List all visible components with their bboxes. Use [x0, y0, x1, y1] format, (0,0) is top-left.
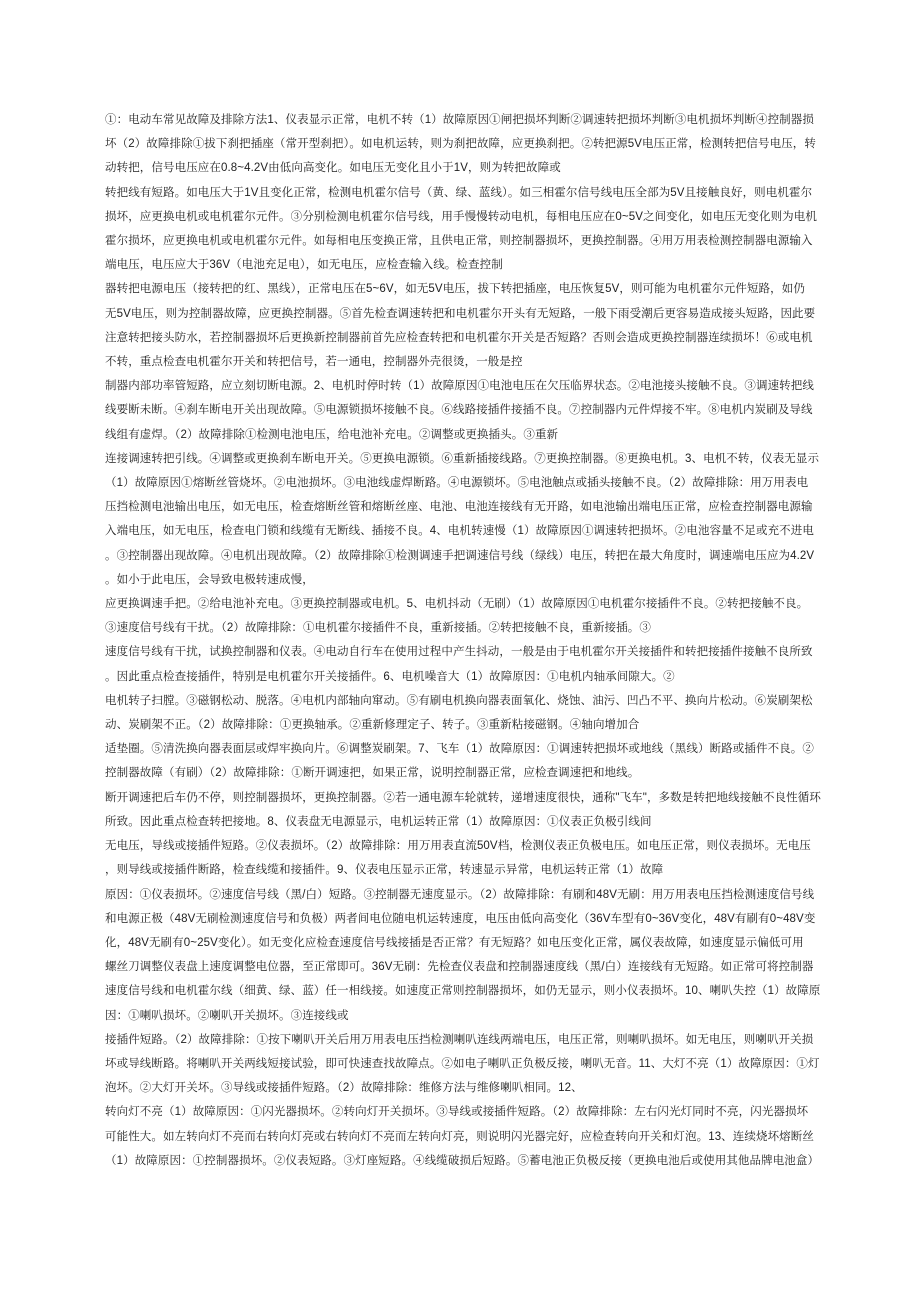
- text-line: 转向灯不亮（1）故障原因：①闪光器损坏。②转向灯开关损坏。③导线或接插件短路。（2）故障排除：左右闪光灯同时不亮，闪光器损坏: [105, 1106, 809, 1119]
- text-line: 无电压，导线或接插件短路。②仪表损坏。（2）故障排除：用万用表直流50V档，检测仪表正负极电压。如电压正常，则仪表损坏。无电压: [105, 840, 811, 853]
- text-line: 断开调速把后车仍不停，则控制器损坏，更换控制器。②若一通电源车轮就转，递增速度很快，通称"飞车"，多数是转把地线接触不良性循环: [105, 791, 821, 804]
- text-line: 电机转子扫膛。③磁钢松动、脱落。④电机内部轴向窜动。⑤有刷电机换向器表面氧化、烧蚀、油污、凹凸不平、换向片松动。⑥炭刷架松: [105, 694, 813, 707]
- text-line: 线组有虚焊。（2）故障排除①检测电池电压，给电池补充电。②调整或更换插头。③重新: [105, 428, 559, 441]
- text-line: 速度信号线有干扰，试换控制器和仪表。④电动自行车在使用过程中产生抖动，一般是由于电机霍尔开关接插件和转把接插件接触不良所致: [105, 646, 813, 659]
- text-line: 端电压，电压应大于36V（电池充足电），如无电压，应检查输入线。检查控制: [105, 259, 503, 272]
- text-line: 所致。因此重点检查转把接地。8、仪表盘无电源显示，电机运转正常（1）故障原因：①仪表正负极引线间: [105, 815, 652, 828]
- text-line: 。因此重点检查接插件，特别是电机霍尔开关接插件。6、电机噪音大（1）故障原因：①电机内轴承间隙大。②: [105, 670, 675, 683]
- text-line: 适垫圈。⑤清洗换向器表面层或焊牢换向片。⑥调整炭刷架。7、飞车（1）故障原因：①调速转把损坏或地线（黑线）断路或插件不良。②: [105, 743, 814, 756]
- text-line: 不转，重点检查电机霍尔开关和转把信号，若一通电，控制器外壳很烫，一般是控: [105, 356, 523, 369]
- text-line: 制器内部功率管短路，应立刻切断电源。2、电机时停时转（1）故障原因①电池电压在欠压临界状态。②电池接头接触不良。③调速转把线: [105, 380, 814, 393]
- text-line: 注意转把接头防水，若控制器损坏后更换新控制器前首先应检查转把和电机霍尔开关是否短路？否则会造成更换控制器连续损坏！⑥或电机: [105, 331, 813, 344]
- text-line: 动、炭刷架不正。（2）故障排除：①更换轴承。②重新修理定子、转子。③重新粘接磁钢。④轴向增加合: [105, 719, 640, 732]
- text-line: 转把线有短路。如电压大于1V且变化正常，检测电机霍尔信号（黄、绿、蓝线）。如三相霍尔信号线电压全部为5V且接触良好，则电机霍尔: [105, 186, 813, 199]
- text-line: 速度信号线和电机霍尔线（细黄、绿、蓝）任一相线接。如速度正常则控制器损坏，如仍无显示，则小仪表损坏。10、喇叭失控（1）故障原: [105, 985, 821, 998]
- text-line: 线要断未断。④刹车断电开关出现故障。⑤电源锁损坏接触不良。⑥线路接插件接插不良。⑦控制器内元件焊接不牢。⑧电机内炭刷及导线: [105, 404, 813, 417]
- text-line: 控制器故障（有刷）（2）故障排除：①断开调速把，如果正常，说明控制器正常，应检查调速把和地线。: [105, 767, 640, 780]
- text-line: 入端电压，如无电压，检查电门锁和线缆有无断线、插接不良。4、电机转速慢（1）故障原因①调速转把损坏。②电池容量不足或充不进电: [105, 525, 814, 538]
- text-line: 无5V电压，则为控制器故障，应更换控制器。⑤首先检查调速转把和电机霍尔开头有无短路，一般下雨受潮后更容易造成接头短路，因此要: [105, 307, 816, 320]
- text-line: 原因：①仪表损坏。②速度信号线（黑/白）短路。③控制器无速度显示。（2）故障排除：有刷和48V无刷：用万用表电压挡检测速度信号线: [105, 888, 815, 901]
- text-line: 泡坏。②大灯开关坏。③导线或接插件短路。（2）故障排除：维修方法与维修喇叭相同。12、: [105, 1082, 583, 1095]
- text-line: 螺丝刀调整仪表盘上速度调整电位器，至正常即可。36V无刷：先检查仪表盘和控制器速度线（黑/白）连接线有无短路。如正常可将控制器: [105, 961, 814, 974]
- text-line: 连接调速转把引线。④调整或更换刹车断电开关。⑤更换电源锁。⑥重新插接线路。⑦更换控制器。⑧更换电机。3、电机不转，仪表无显示: [105, 452, 820, 465]
- text-line: 坏（2）故障排除①拔下刹把插座（常开型刹把）。如电机运转，则为刹把故障，应更换刹把。②转把源5V电压正常，检测转把信号电压，转: [105, 138, 817, 151]
- text-line: 。③控制器出现故障。④电机出现故障。（2）故障排除①检测调速手把调速信号线（绿线）电压，转把在最大角度时，调速端电压应为4.2V: [105, 549, 815, 562]
- text-line: 霍尔损坏，应更换电机或电机霍尔元件。如每相电压变换正常，且供电正常，则控制器损坏，更换控制器。④用万用表检测控制器电源输入: [105, 235, 813, 248]
- text-line: 动转把，信号电压应在0.8~4.2V由低向高变化。如电压无变化且小于1V，则为转把故障或: [105, 162, 561, 175]
- text-line: 应更换调速手把。②给电池补充电。③更换控制器或电机。5、电机抖动（无刷）（1）故障原因①电机霍尔接插件不良。②转把接触不良。: [105, 598, 809, 611]
- text-line: 可能性大。如左转向灯不亮而右转向灯亮或右转向灯不亮而左转向灯亮，则说明闪光器完好，应检查转向开关和灯泡。13、连续烧坏熔断丝: [105, 1130, 814, 1143]
- text-line: 损坏，应更换电机或电机霍尔元件。③分别检测电机霍尔信号线，用手慢慢转动电机，每相电压应在0~5V之间变化，如电压无变化则为电机: [105, 210, 817, 223]
- text-line: 。如小于此电压，会导致电极转速成慢，: [105, 573, 314, 586]
- text-line: ，则导线或接插件断路，检查线缆和接插件。9、仪表电压显示正常，转速显示异常，电机运转正常（1）故障: [105, 864, 664, 877]
- text-line: ①：电动车常见故障及排除方法1、仪表显示正常，电机不转（1）故障原因①闸把损坏判断②调速转把损坏判断③电机损坏判断④控制器损: [105, 114, 814, 126]
- text-line: ③速度信号线有干扰。（2）故障排除：①电机霍尔接插件不良，重新接插。②转把接触不良，重新接插。③: [105, 622, 651, 635]
- text-line: 和电源正极（48V无刷检测速度信号和负极）两者间电位随电机运转速度，电压由低向高变化（36V车型有0~36V变化，48V有刷有0~48V变: [105, 912, 816, 925]
- text-line: 器转把电源电压（接转把的红、黑线），正常电压在5~6V，如无5V电压，拔下转把插座，电压恢复5V，则可能为电机霍尔元件短路，如仍: [105, 283, 805, 296]
- text-line: 坏或导线断路。将喇叭开关两线短接试验，即可快速查找故障点。②如电子喇叭正负极反接，喇叭无音。11、大灯不亮（1）故障原因：①灯: [105, 1057, 820, 1070]
- text-line: （1）故障原因①熔断丝管烧坏。②电池损坏。③电池线虚焊断路。④电源锁坏。⑤电池触点或插头接触不良。（2）故障排除：用万用表电: [105, 477, 809, 490]
- text-line: 接插件短路。（2）故障排除：①按下喇叭开关后用万用表电压挡检测喇叭连线两端电压，电压正常，则喇叭损坏。如无电压，则喇叭开关损: [105, 1033, 814, 1046]
- text-line: （1）故障原因：①控制器损坏。②仪表短路。③灯座短路。④线缆破损后短路。⑤蓄电池正负极反接（更换电池后或使用其他品牌电池盒）: [105, 1154, 820, 1167]
- text-line: 因：①喇叭损坏。②喇叭开关损坏。③连接线或: [105, 1009, 349, 1022]
- document-text-block: [105, 108, 821, 1173]
- text-line: 化，48V无刷有0~25V变化）。如无变化应检查速度信号线接插是否正常？有无短路？如电压变化正常，属仪表故障，如速度显示偏低可用: [105, 936, 804, 949]
- text-line: 压挡检测电池输出电压，如无电压，检查熔断丝管和熔断丝座、电池、电池连接线有无开路，如电池输出端电压正常，应检查控制器电源输: [105, 501, 813, 514]
